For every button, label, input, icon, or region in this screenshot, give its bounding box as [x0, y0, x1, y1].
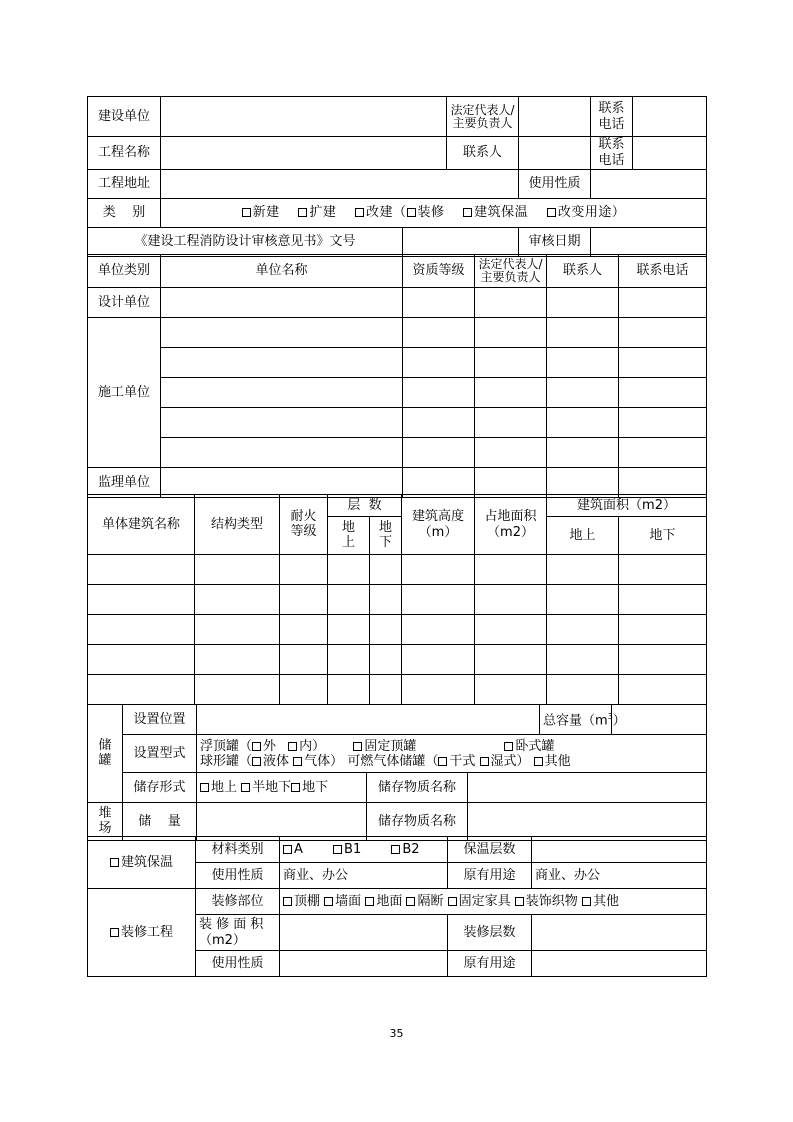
table-cell[interactable] [619, 438, 707, 468]
review-date-label: 审核日期 [519, 228, 591, 257]
checkbox-icon[interactable] [438, 757, 447, 766]
table-cell[interactable] [88, 645, 195, 675]
project-address-label: 工程地址 [88, 170, 161, 199]
table-cell[interactable] [475, 645, 547, 675]
phone-label: 联系电话 [591, 97, 633, 137]
decoration-part-options: 顶棚 墙面 地面 隔断 固定家具 装饰织物 其他 [280, 889, 707, 915]
table-cell[interactable] [619, 348, 707, 378]
units-table [87, 254, 707, 498]
table-cell[interactable] [547, 645, 619, 675]
table-cell[interactable] [280, 645, 328, 675]
table-cell[interactable] [619, 555, 707, 585]
store-form-label: 储存形式 [123, 773, 197, 803]
table-cell[interactable] [619, 288, 707, 318]
yard-label: 堆场 [88, 803, 123, 841]
table-cell[interactable] [547, 378, 619, 408]
page-number: 35 [389, 1027, 404, 1040]
table-cell[interactable] [619, 615, 707, 645]
location-label: 设置位置 [123, 705, 197, 735]
table-cell[interactable] [547, 348, 619, 378]
table-cell[interactable] [619, 318, 707, 348]
checkbox-icon[interactable] [504, 742, 513, 751]
table-cell[interactable] [619, 645, 707, 675]
table-cell[interactable] [403, 288, 475, 318]
table-cell[interactable] [195, 645, 280, 675]
contact-field[interactable] [519, 137, 591, 170]
table-cell[interactable] [547, 408, 619, 438]
table-cell[interactable] [195, 555, 280, 585]
checkbox-icon[interactable] [324, 897, 333, 906]
insulation-usage-label: 使用性质 [196, 863, 280, 889]
table-cell[interactable] [475, 615, 547, 645]
table-cell[interactable] [619, 408, 707, 438]
project-name-label: 工程名称 [88, 137, 161, 170]
yard-material-name-field[interactable] [468, 803, 707, 841]
checkbox-icon[interactable] [242, 208, 251, 217]
table-cell[interactable] [161, 468, 403, 498]
project-address-field[interactable] [161, 170, 519, 199]
table-cell[interactable] [370, 555, 402, 585]
units-header-legal-rep: 法定代表人/主要负责人 [475, 255, 547, 288]
table-cell[interactable] [280, 585, 328, 615]
table-cell[interactable] [161, 378, 403, 408]
checkbox-icon[interactable] [293, 757, 302, 766]
checkbox-icon[interactable] [252, 757, 261, 766]
category-label: 类 别 [88, 199, 161, 228]
table-cell[interactable] [88, 555, 195, 585]
insulation-original-usage-value[interactable]: 商业、办公 [532, 863, 707, 889]
table-cell[interactable] [328, 645, 370, 675]
table-cell[interactable] [402, 675, 475, 705]
table-cell[interactable] [370, 615, 402, 645]
review-doc-label: 《建设工程消防设计审核意见书》文号 [88, 228, 403, 257]
storage-table [87, 704, 707, 841]
project-name-field[interactable] [161, 137, 447, 170]
checkbox-icon[interactable] [515, 897, 524, 906]
table-cell[interactable] [402, 555, 475, 585]
table-cell[interactable] [370, 645, 402, 675]
table-cell[interactable] [475, 378, 547, 408]
checkbox-icon[interactable] [480, 757, 489, 766]
checkbox-icon[interactable] [355, 208, 364, 217]
legal-rep-field[interactable] [519, 97, 591, 137]
checkbox-icon[interactable] [406, 897, 415, 906]
category-change-use[interactable]: 改变用途） [547, 205, 626, 221]
table-cell[interactable] [88, 585, 195, 615]
table-cell[interactable] [402, 615, 475, 645]
units-header-type: 单位类别 [88, 255, 161, 288]
checkbox-icon[interactable] [110, 858, 119, 867]
table-cell[interactable] [619, 378, 707, 408]
table-cell[interactable] [403, 468, 475, 498]
category-decoration[interactable]: 装修 [407, 205, 445, 220]
insulation-label: 建筑保温 [88, 837, 196, 889]
checkbox-icon[interactable] [291, 783, 300, 792]
decoration-layers-label: 装修层数 [448, 915, 532, 951]
checkbox-icon[interactable] [252, 742, 261, 751]
phone-label-2: 联系电话 [591, 137, 633, 170]
table-cell[interactable] [161, 408, 403, 438]
material-class-options: A B1 B2 [280, 837, 448, 863]
table-cell[interactable] [280, 555, 328, 585]
table-cell[interactable] [328, 675, 370, 705]
contact-label: 联系人 [447, 137, 519, 170]
table-cell[interactable] [195, 675, 280, 705]
area-above-header: 地上 [547, 517, 619, 555]
category-insulation[interactable]: 建筑保温 [463, 205, 528, 221]
category-rebuild[interactable]: 改建（ [355, 205, 407, 221]
height-header: 建筑高度（m） [402, 495, 475, 555]
checkbox-icon[interactable] [333, 845, 342, 854]
total-capacity-label: 总容量$(m^3)$ [540, 705, 612, 735]
table-cell[interactable] [475, 438, 547, 468]
table-cell[interactable] [161, 438, 403, 468]
checkbox-icon[interactable] [283, 845, 292, 854]
decoration-layers-field[interactable] [532, 915, 707, 951]
table-cell[interactable] [370, 585, 402, 615]
checkbox-icon[interactable] [463, 208, 472, 217]
checkbox-icon[interactable] [200, 783, 209, 792]
footprint-header: 占地面积（m2） [475, 495, 547, 555]
decoration-area-label: 装 修 面 积（m2） [196, 915, 280, 951]
table-cell[interactable] [328, 585, 370, 615]
units-header-contact: 联系人 [547, 255, 619, 288]
table-cell[interactable] [402, 645, 475, 675]
category-new[interactable]: 新建 [242, 205, 280, 220]
table-cell[interactable] [475, 585, 547, 615]
insulation-layers-label: 保温层数 [448, 837, 532, 863]
table-cell[interactable] [161, 348, 403, 378]
insulation-layers-field[interactable] [532, 837, 707, 863]
table-cell[interactable] [547, 585, 619, 615]
table-cell[interactable] [547, 555, 619, 585]
checkbox-icon[interactable] [298, 208, 307, 217]
table-cell[interactable] [619, 468, 707, 498]
area-header: 建筑面积（m2） [547, 495, 707, 517]
table-cell[interactable] [547, 438, 619, 468]
decoration-label: 装修工程 [88, 889, 196, 977]
table-cell[interactable] [475, 408, 547, 438]
decoration-original-usage-label: 原有用途 [448, 951, 532, 977]
category-expand[interactable]: 扩建 [298, 205, 336, 221]
insulation-usage-value[interactable]: 商业、办公 [280, 863, 448, 889]
table-cell[interactable] [161, 288, 403, 318]
table-cell[interactable] [195, 615, 280, 645]
table-cell[interactable] [547, 468, 619, 498]
insulation-decoration-table [87, 836, 707, 977]
tank-label: 储罐 [88, 705, 123, 803]
decoration-original-usage-field[interactable] [532, 951, 707, 977]
category-options [161, 199, 707, 228]
quantity-label: 储 量 [123, 803, 197, 841]
checkbox-icon[interactable] [288, 742, 297, 751]
table-cell[interactable] [547, 675, 619, 705]
review-date-field[interactable] [591, 228, 707, 257]
floors-below-header: 地下 [370, 517, 402, 555]
checkbox-icon[interactable] [241, 783, 250, 792]
table-cell[interactable] [475, 348, 547, 378]
table-cell[interactable] [88, 615, 195, 645]
material-name-label: 储存物质名称 [367, 773, 468, 803]
units-header-qualification: 资质等级 [403, 255, 475, 288]
building-name-header: 单体建筑名称 [88, 495, 195, 555]
construction-unit-field[interactable] [161, 97, 447, 137]
checkbox-icon[interactable] [534, 757, 543, 766]
decoration-part-label: 装修部位 [196, 889, 280, 915]
legal-rep-label: 法定代表人/主要负责人 [447, 97, 519, 137]
quantity-field[interactable] [197, 803, 367, 841]
phone-field[interactable] [633, 97, 707, 137]
table-cell[interactable] [403, 348, 475, 378]
table-cell[interactable] [161, 318, 403, 348]
table-cell[interactable] [402, 585, 475, 615]
yard-material-name-label: 储存物质名称 [367, 803, 468, 841]
project-info-table [87, 96, 707, 257]
table-cell[interactable] [403, 318, 475, 348]
units-header-name: 单位名称 [161, 255, 403, 288]
table-cell[interactable] [280, 675, 328, 705]
buildings-table [87, 494, 707, 705]
structure-header: 结构类型 [195, 495, 280, 555]
table-cell[interactable] [328, 615, 370, 645]
checkbox-icon[interactable] [391, 845, 400, 854]
checkbox-icon[interactable] [448, 897, 457, 906]
form-label: 设置型式 [123, 735, 197, 773]
insulation-original-usage-label: 原有用途 [448, 863, 532, 889]
table-cell[interactable] [547, 288, 619, 318]
checkbox-icon[interactable] [353, 742, 362, 751]
table-cell[interactable] [195, 585, 280, 615]
table-cell[interactable] [619, 585, 707, 615]
table-cell[interactable] [547, 615, 619, 645]
construction-unit-label: 建设单位 [88, 97, 161, 137]
supervision-unit-label: 监理单位 [88, 468, 161, 498]
usage-field[interactable] [591, 170, 707, 199]
table-cell[interactable] [547, 318, 619, 348]
table-cell[interactable] [475, 468, 547, 498]
checkbox-icon[interactable] [547, 208, 556, 217]
table-cell[interactable] [280, 615, 328, 645]
table-cell[interactable] [328, 555, 370, 585]
construction-company-label: 施工单位 [88, 318, 161, 468]
table-cell[interactable] [88, 675, 195, 705]
table-cell[interactable] [403, 408, 475, 438]
usage-label: 使用性质 [519, 170, 591, 199]
checkbox-icon[interactable] [283, 897, 292, 906]
area-below-header: 地下 [619, 517, 707, 555]
material-type-label: 材料类别 [196, 837, 280, 863]
decoration-area-field[interactable] [280, 915, 448, 951]
checkbox-icon[interactable] [407, 208, 416, 217]
design-unit-label: 设计单位 [88, 288, 161, 318]
review-doc-field[interactable] [403, 228, 519, 257]
table-cell[interactable] [475, 555, 547, 585]
form-line-2: 球形罐（ 液体 气体） 可燃气体储罐（ 干式 湿式） 其他 [200, 753, 571, 769]
table-cell[interactable] [619, 675, 707, 705]
checkbox-icon[interactable] [110, 928, 119, 937]
checkbox-icon[interactable] [365, 897, 374, 906]
table-cell[interactable] [403, 378, 475, 408]
table-cell[interactable] [475, 288, 547, 318]
form-line-1: 浮顶罐（ 外 内） 固定顶罐 卧式罐 [200, 738, 555, 754]
phone-field-2[interactable] [633, 137, 707, 170]
fire-rating-header: 耐火等级 [280, 495, 328, 555]
decoration-usage-label: 使用性质 [196, 951, 280, 977]
floors-header: 层 数 [328, 495, 402, 517]
table-cell[interactable] [370, 675, 402, 705]
units-header-phone: 联系电话 [619, 255, 707, 288]
decoration-usage-field[interactable] [280, 951, 448, 977]
table-cell[interactable] [403, 438, 475, 468]
form-options [197, 735, 707, 773]
checkbox-icon[interactable] [582, 897, 591, 906]
table-cell[interactable] [475, 675, 547, 705]
store-form-options: 地上 半地下 地下 [197, 773, 367, 803]
material-name-field[interactable] [468, 773, 707, 803]
floors-above-header: 地上 [328, 517, 370, 555]
location-field[interactable] [197, 705, 540, 735]
table-cell[interactable] [475, 318, 547, 348]
